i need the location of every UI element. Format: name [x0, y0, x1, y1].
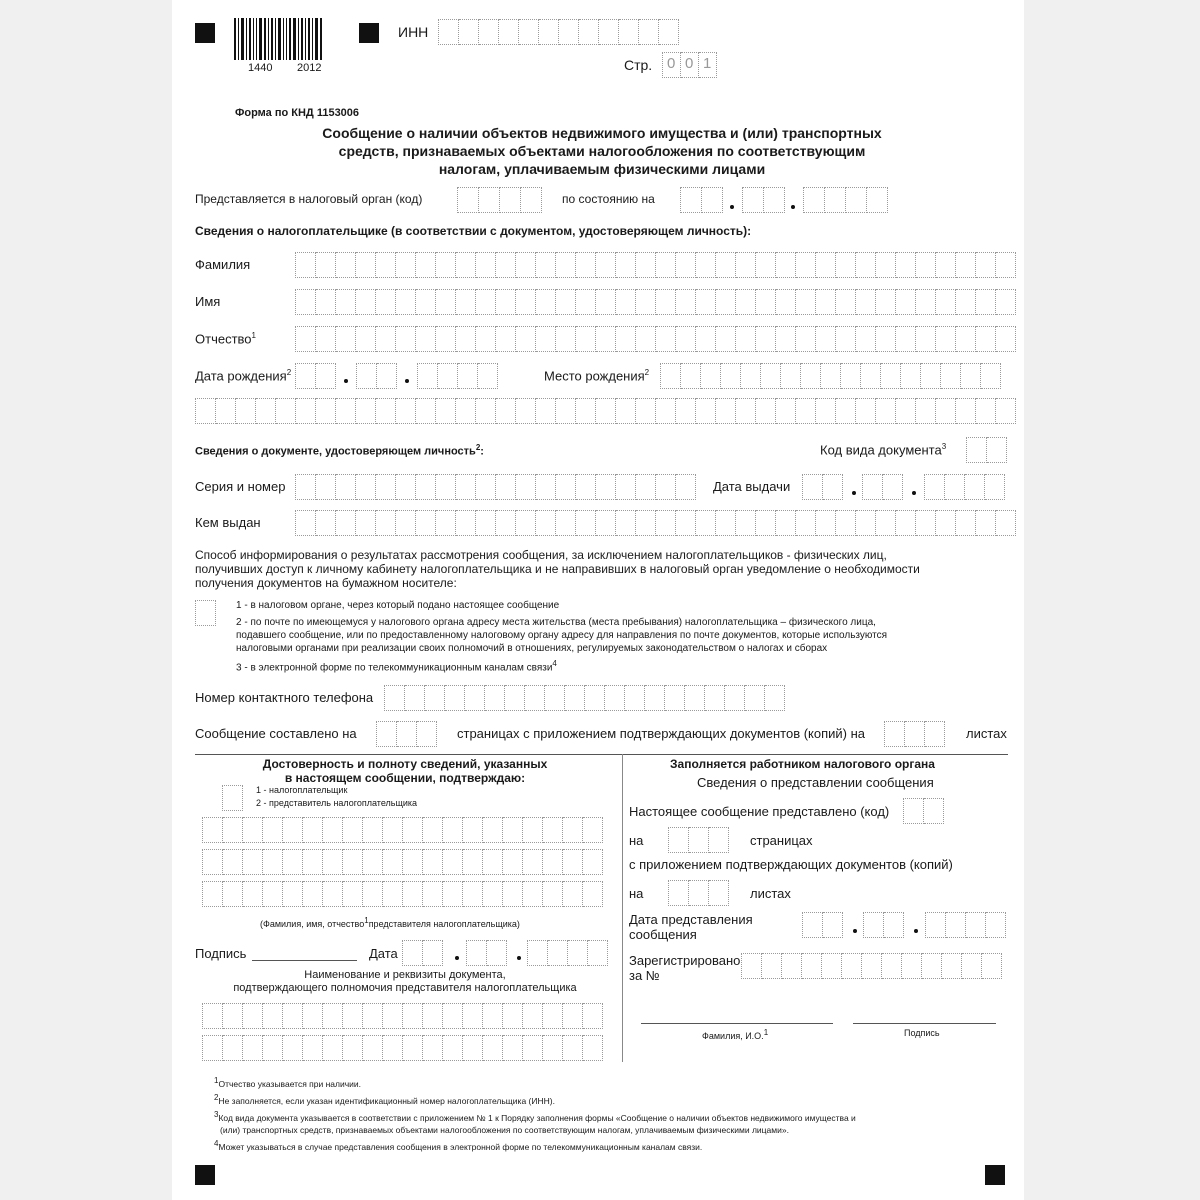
informing-method-field[interactable]	[195, 600, 216, 626]
series-number-field[interactable]	[295, 474, 696, 500]
authority-document-line-2[interactable]	[202, 1035, 603, 1061]
registered-label	[629, 953, 740, 983]
birth-day-field[interactable]	[295, 363, 336, 389]
confirm-day-field[interactable]	[402, 940, 443, 966]
representative-caption-tail: представителя налогоплательщика)	[368, 919, 520, 929]
footnote-ref: 4	[552, 659, 557, 668]
informing-option-3	[236, 659, 557, 673]
taxpayer-section-title: Сведения о налогоплательщике (в соответствии с документом, удостоверяющем личность):	[195, 224, 752, 238]
phone-field[interactable]	[384, 685, 785, 711]
footnote-number: 3	[214, 1109, 219, 1119]
page-digit: 0	[667, 55, 676, 72]
representative-caption-text: (Фамилия, имя, отчество	[260, 919, 365, 929]
confirm-month-field[interactable]	[466, 940, 507, 966]
date-separator	[852, 491, 856, 495]
alignment-marker-bottom-left	[195, 1165, 215, 1185]
footnote	[214, 1074, 1004, 1091]
footnote-text: (или) транспортных средств, признаваемых объектами налогообложения по соответствующим налогам, уплачиваемым физическими лицами».	[220, 1125, 789, 1136]
birth-date-text: Дата рождения	[195, 368, 287, 384]
alignment-marker-bottom-right	[985, 1165, 1005, 1185]
column-divider	[622, 754, 623, 1062]
submitted-code-field[interactable]	[903, 798, 944, 824]
date-separator	[791, 205, 795, 209]
submitted-code-label: Настоящее сообщение представлено (код)	[629, 804, 890, 819]
as-of-day-field[interactable]	[680, 187, 723, 213]
informing-intro-line: получения документов на бумажном носителе:	[195, 576, 457, 590]
signature-label: Подпись	[195, 946, 247, 961]
footnote-ref: 2	[475, 443, 481, 452]
issue-year-field[interactable]	[924, 474, 1005, 500]
office-signature-line[interactable]	[853, 1023, 996, 1024]
barcode-number-right: 2012	[297, 62, 322, 74]
office-date-label-line: Дата представления	[629, 912, 753, 927]
tax-authority-code-field[interactable]	[457, 187, 542, 213]
confirm-year-field[interactable]	[527, 940, 608, 966]
sheets-count-field[interactable]	[884, 721, 945, 747]
composed-on-label: Сообщение составлено на	[195, 726, 357, 741]
form-title	[232, 124, 972, 178]
issue-month-field[interactable]	[862, 474, 903, 500]
authority-document-title-line: Наименование и реквизиты документа,	[304, 969, 506, 981]
fio-caption	[702, 1028, 768, 1041]
date-separator	[914, 929, 918, 933]
form-page	[172, 0, 1024, 1200]
footnote-ref: 1	[763, 1028, 769, 1037]
alignment-marker-top-left	[195, 23, 215, 43]
office-on-label: на	[629, 833, 644, 848]
office-signature-caption: Подпись	[904, 1028, 940, 1038]
office-year-field[interactable]	[925, 912, 1006, 938]
office-on2-label: на	[629, 886, 644, 901]
patronymic-text: Отчество	[195, 331, 252, 347]
date-separator	[455, 956, 459, 960]
informing-option-2-line: 2 - по почте по имеющемуся у налогового органа адресу места жительства (места пребывания) налогоплательщика – физического лица,	[236, 617, 876, 628]
document-section-title	[195, 443, 484, 458]
informing-option-1: 1 - в налоговом органе, через который подано настоящее сообщение	[236, 600, 560, 611]
section-divider	[195, 754, 1008, 755]
document-kind-field[interactable]	[966, 437, 1007, 463]
registration-number-field[interactable]	[741, 953, 1002, 979]
footnote	[214, 1108, 1004, 1125]
barcode	[234, 18, 324, 60]
office-sheets-field[interactable]	[668, 880, 729, 906]
tax-authority-label: Представляется в налоговый орган (код)	[195, 192, 423, 206]
informing-intro-line: Способ информирования о результатах рассмотрения сообщения, за исключением налогоплательщиков - физических лиц,	[195, 548, 887, 562]
form-knd: Форма по КНД 1153006	[235, 107, 360, 119]
informing-option-2-line: налоговыми органами при реализации своих полномочий в отношениях, регулируемых законодательством о налогах и сборах	[236, 643, 828, 654]
document-section-colon: :	[480, 445, 484, 458]
surname-label: Фамилия	[195, 257, 251, 272]
confirm-title-line: в настоящем сообщении, подтверждаю:	[284, 771, 526, 785]
authority-document-title	[195, 969, 615, 995]
footnote-ref: 1	[251, 331, 256, 340]
office-subtitle: Сведения о представлении сообщения	[697, 775, 934, 790]
patronymic-field[interactable]	[295, 326, 1016, 352]
confirm-title-line: Достоверность и полноту сведений, указанных	[262, 757, 548, 771]
office-with-docs-label: с приложением подтверждающих документов (копий)	[629, 857, 953, 872]
inn-field[interactable]	[438, 19, 679, 45]
inn-label: ИНН	[398, 24, 429, 40]
footnote-number: 2	[214, 1092, 219, 1102]
date-separator	[344, 379, 348, 383]
footnote-text: Отчество указывается при наличии.	[218, 1078, 362, 1089]
footnote	[214, 1137, 1004, 1154]
informing-intro-line: получивших доступ к личному кабинету налогоплательщика и не направивших в налоговый орган уведомление о необходимости	[195, 562, 920, 576]
footnote-text: Может указываться в случае представления сообщения в электронной форме по телекоммуникационным каналам связи.	[218, 1142, 703, 1153]
surname-field[interactable]	[295, 252, 1016, 278]
series-number-label: Серия и номер	[195, 479, 286, 494]
date-separator	[912, 491, 916, 495]
phone-label: Номер контактного телефона	[195, 690, 374, 705]
page-digit: 1	[703, 55, 712, 72]
office-month-field[interactable]	[863, 912, 904, 938]
confirm-date-label: Дата	[369, 946, 398, 961]
representative-name-line-2[interactable]	[202, 849, 603, 875]
birth-date-label	[195, 368, 291, 383]
confirm-title	[195, 757, 615, 785]
as-of-month-field[interactable]	[742, 187, 785, 213]
page-label: Стр.	[624, 57, 653, 73]
authority-document-title-line: подтверждающего полномочия представителя налогоплательщика	[233, 982, 577, 994]
representative-name-line-1[interactable]	[202, 817, 603, 843]
office-pages-field[interactable]	[668, 827, 729, 853]
sheets-label: листах	[966, 726, 1007, 741]
patronymic-label	[195, 331, 256, 346]
alignment-marker-top-mid	[359, 23, 379, 43]
footnote-text: Не заполняется, если указан идентификационный номер налогоплательщика (ИНН).	[218, 1095, 555, 1106]
document-section-text: Сведения о документе, удостоверяющем личность	[195, 445, 476, 458]
signature-line[interactable]	[252, 960, 357, 961]
representative-caption	[260, 916, 520, 929]
footnote-number: 1	[214, 1076, 219, 1085]
form-title-line: налогам, уплачиваемым физическими лицами	[438, 161, 766, 177]
registered-label-line: за №	[629, 968, 660, 983]
office-date-label-line: сообщения	[629, 927, 697, 942]
document-kind-label	[820, 442, 946, 457]
birth-place-field[interactable]	[660, 363, 1001, 389]
pages-with-label: страницах с приложением подтверждающих документов (копий) на	[457, 726, 866, 741]
name-label: Имя	[195, 294, 221, 309]
office-pages-label: страницах	[750, 833, 813, 848]
as-of-label: по состоянию на	[562, 192, 655, 206]
birth-place-field-line-2[interactable]	[195, 398, 1016, 424]
issue-date-label: Дата выдачи	[713, 479, 791, 494]
date-separator	[730, 205, 734, 209]
footnote-ref: 1	[364, 916, 369, 925]
footnote-text: Код вида документа указывается в соответствии с приложением № 1 к Порядку заполнения формы «Сообщение о наличии объектов недвижимого имущества и	[218, 1112, 856, 1123]
confirm-option-2: 2 - представитель налогоплательщика	[256, 798, 418, 808]
office-date-label	[629, 912, 753, 942]
footnote	[214, 1124, 1004, 1137]
issued-by-label: Кем выдан	[195, 515, 261, 530]
birth-month-field[interactable]	[356, 363, 397, 389]
fio-line[interactable]	[641, 1023, 833, 1024]
footnotes	[214, 1074, 1004, 1154]
footnote-ref: 2	[644, 368, 650, 377]
birth-place-text: Место рождения	[544, 368, 645, 384]
confirm-role-field[interactable]	[222, 785, 243, 811]
footnote	[214, 1091, 1004, 1108]
birth-place-label	[544, 368, 649, 383]
barcode-number-left: 1440	[248, 62, 273, 74]
representative-name-line-3[interactable]	[202, 881, 603, 907]
authority-document-line-1[interactable]	[202, 1003, 603, 1029]
office-title: Заполняется работником налогового органа	[670, 757, 935, 771]
fio-caption-text: Фамилия, И.О.	[702, 1031, 764, 1041]
page-digit: 0	[685, 55, 694, 72]
date-separator	[853, 929, 857, 933]
issued-by-field[interactable]	[295, 510, 1016, 536]
footnote-number: 4	[214, 1139, 219, 1149]
informing-option-2	[236, 616, 887, 655]
issue-day-field[interactable]	[802, 474, 843, 500]
pages-count-field[interactable]	[376, 721, 437, 747]
confirm-option-1: 1 - налогоплательщик	[256, 785, 348, 795]
informing-option-3-text: 3 - в электронной форме по телекоммуникационным каналам связи	[236, 662, 553, 674]
registered-label-line: Зарегистрировано	[629, 953, 741, 968]
office-day-field[interactable]	[802, 912, 843, 938]
date-separator	[405, 379, 409, 383]
form-title-line: Сообщение о наличии объектов недвижимого имущества и (или) транспортных	[322, 125, 882, 141]
informing-option-2-line: подавшего сообщение, или по предоставленному налоговому органу адресу для направления по почте документов, которые используются	[236, 630, 888, 641]
office-sheets-label: листах	[750, 886, 791, 901]
informing-intro	[195, 548, 920, 590]
form-title-line: средств, признаваемых объектами налогообложения по соответствующим	[338, 143, 866, 159]
footnote-ref: 3	[941, 442, 947, 451]
footnote-ref: 2	[286, 368, 292, 377]
date-separator	[517, 956, 521, 960]
birth-year-field[interactable]	[417, 363, 498, 389]
document-kind-text: Код вида документа	[820, 442, 942, 458]
as-of-year-field[interactable]	[803, 187, 888, 213]
name-field[interactable]	[295, 289, 1016, 315]
